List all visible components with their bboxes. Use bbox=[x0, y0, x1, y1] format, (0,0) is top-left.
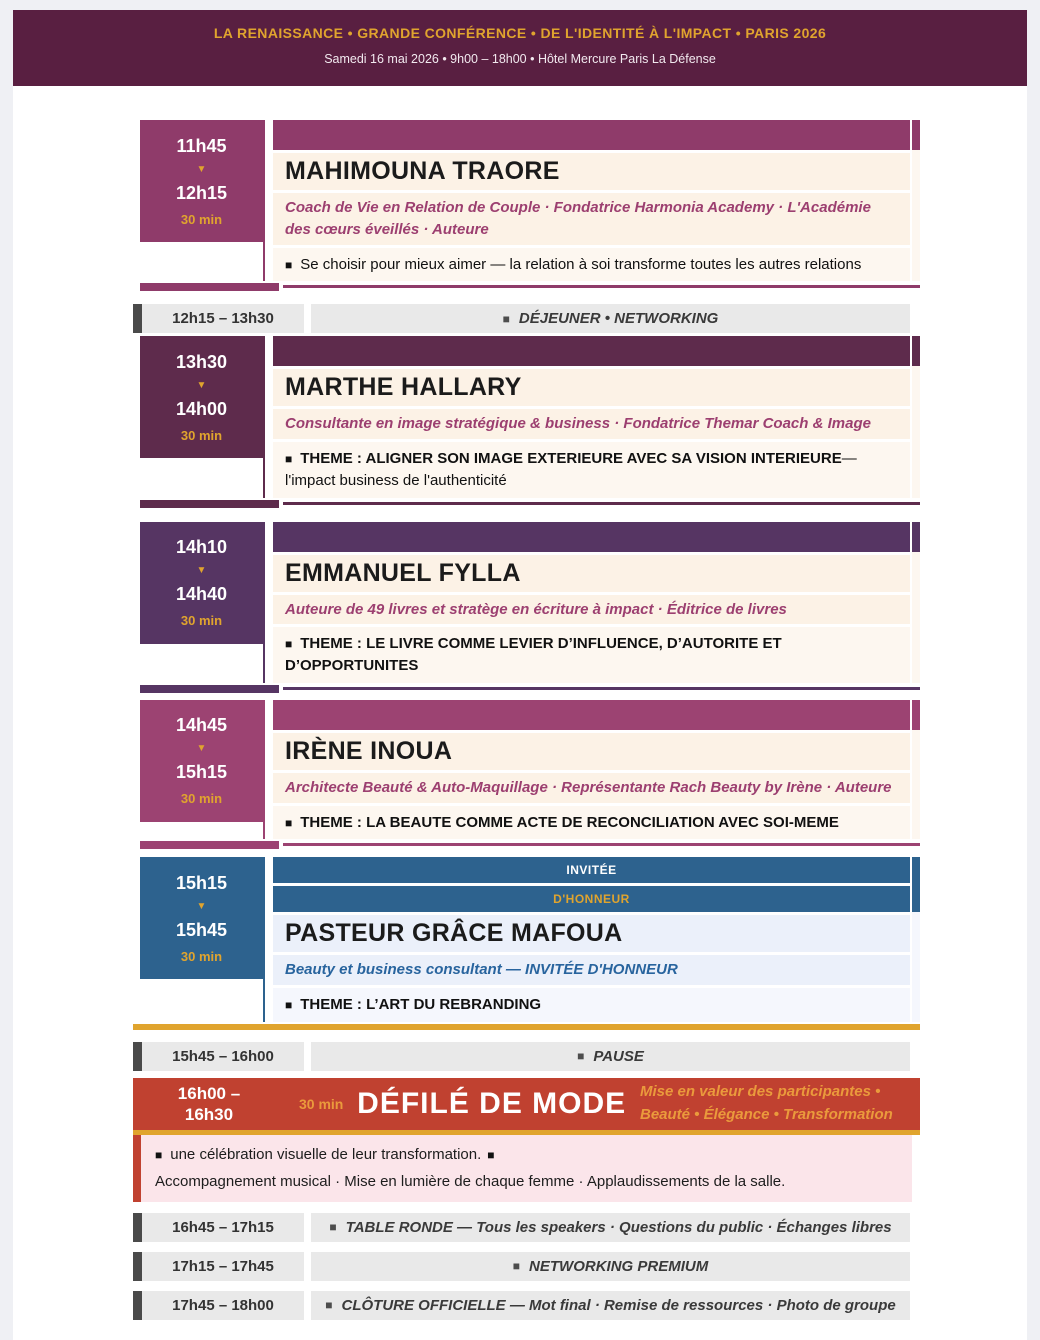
session-theme bbox=[273, 806, 910, 840]
block-bottom-bar bbox=[133, 685, 920, 693]
break-row-dejeuner bbox=[133, 304, 910, 333]
speaker-name: EMMANUEL FYLLA bbox=[285, 558, 521, 587]
feature-duration: 30 min bbox=[299, 1095, 344, 1112]
break-label: DÉJEUNER • NETWORKING bbox=[518, 310, 719, 328]
break-row-cloture bbox=[133, 1291, 910, 1320]
break-label: TABLE RONDE — Tous les speakers · Questions du public · Échanges libres bbox=[345, 1218, 892, 1236]
square-bullet-icon: ■ bbox=[325, 1298, 333, 1313]
arrow-down-icon: ▼ bbox=[196, 379, 207, 391]
feature-title: DÉFILÉ DE MODE bbox=[357, 1086, 627, 1120]
session-theme bbox=[273, 442, 910, 498]
block-bottom-bar bbox=[133, 283, 920, 291]
speaker-role: Auteure de 49 livres et stratège en écriture à impact · Éditrice de livres bbox=[285, 600, 787, 618]
square-bullet-icon: ■ bbox=[577, 1049, 585, 1064]
session-header-bar bbox=[273, 700, 910, 730]
theme-text: Se choisir pour mieux aimer — la relation à soi transforme toutes les autres relations bbox=[300, 255, 862, 273]
invitee-badge-top-label: INVITÉE bbox=[566, 863, 617, 878]
session-end-time: 15h45 bbox=[175, 919, 228, 940]
session-block-hallary bbox=[133, 336, 920, 507]
break-time: 17h45 – 18h00 bbox=[142, 1291, 304, 1320]
header-band bbox=[13, 10, 1027, 86]
speaker-name: MAHIMOUNA TRAORE bbox=[285, 157, 560, 185]
theme-strong-text: THEME : ALIGNER SON IMAGE EXTERIEURE AVEC SA VISION INTERIEURE bbox=[300, 450, 842, 467]
square-bullet-icon: ■ bbox=[285, 815, 293, 830]
invitee-badge-bottom-label: D'HONNEUR bbox=[553, 892, 630, 907]
break-time: 16h45 – 17h15 bbox=[142, 1213, 304, 1242]
feature-tagline-line1: Mise en valeur des participantes • bbox=[640, 1083, 881, 1101]
time-column bbox=[133, 700, 265, 840]
block-bottom-bar bbox=[133, 500, 920, 508]
session-duration: 30 min bbox=[180, 791, 223, 807]
break-label-cell bbox=[311, 304, 910, 333]
theme-text: — l'impact business de l'authenticité bbox=[285, 450, 857, 489]
gold-bottom-bar bbox=[133, 1024, 920, 1030]
session-end-time: 12h15 bbox=[175, 182, 228, 203]
square-bullet-icon: ■ bbox=[285, 452, 293, 466]
session-block-traore bbox=[133, 120, 920, 291]
header-title: LA RENAISSANCE • GRANDE CONFÉRENCE • DE L'IDENTITÉ À L'IMPACT • PARIS 2026 bbox=[213, 25, 827, 41]
break-label: PAUSE bbox=[593, 1047, 644, 1065]
block-bottom-bar bbox=[133, 841, 920, 849]
break-label: CLÔTURE OFFICIELLE — Mot final · Remise de ressources · Photo de groupe bbox=[341, 1296, 896, 1314]
break-time: 17h15 – 17h45 bbox=[142, 1252, 304, 1281]
break-left-bar bbox=[133, 1042, 142, 1071]
square-bullet-icon: ■ bbox=[502, 311, 510, 326]
break-row-table-ronde bbox=[133, 1213, 910, 1242]
square-bullet-icon: ■ bbox=[285, 257, 293, 272]
feature-tagline bbox=[640, 1081, 908, 1126]
break-time: 15h45 – 16h00 bbox=[142, 1042, 304, 1071]
session-start-time: 13h30 bbox=[175, 351, 228, 372]
break-label-cell bbox=[311, 1252, 910, 1281]
feature-details-line1 bbox=[155, 1144, 898, 1165]
time-column bbox=[133, 120, 265, 281]
time-column bbox=[133, 522, 265, 683]
square-bullet-icon: ■ bbox=[155, 1147, 163, 1162]
invitee-badge-bottom bbox=[273, 886, 910, 912]
session-end-time: 14h00 bbox=[175, 398, 228, 419]
session-start-time: 11h45 bbox=[176, 135, 227, 156]
session-end-time: 14h40 bbox=[175, 584, 228, 604]
break-label: NETWORKING PREMIUM bbox=[529, 1257, 709, 1275]
break-left-bar bbox=[133, 304, 142, 333]
session-duration: 30 min bbox=[180, 613, 223, 628]
feature-details bbox=[133, 1135, 912, 1202]
feature-defile bbox=[133, 1078, 920, 1202]
feature-details-line2: Accompagnement musical · Mise en lumière de chaque femme · Applaudissements de la salle. bbox=[155, 1172, 786, 1190]
header-subtitle: Samedi 16 mai 2026 • 9h00 – 18h00 • Hôtel Mercure Paris La Défense bbox=[324, 52, 716, 66]
time-column bbox=[133, 857, 265, 1022]
session-start-time: 15h15 bbox=[175, 872, 228, 893]
arrow-down-icon: ▼ bbox=[196, 900, 207, 912]
speaker-role: Architecte Beauté & Auto-Maquillage · Représentante Rach Beauty by Irène · Auteure bbox=[285, 778, 892, 796]
break-label-cell bbox=[311, 1291, 910, 1320]
feature-banner bbox=[133, 1078, 920, 1130]
arrow-down-icon: ▼ bbox=[196, 565, 207, 576]
right-strip bbox=[912, 336, 920, 497]
session-header-bar bbox=[273, 120, 910, 150]
session-duration: 30 min bbox=[180, 427, 223, 443]
session-header-bar bbox=[273, 522, 910, 552]
session-block-mafoua bbox=[133, 857, 920, 1030]
speaker-role: Coach de Vie en Relation de Couple · Fondatrice Harmonia Academy · L'Académie des cœurs éveillés · Auteure bbox=[285, 199, 871, 238]
square-bullet-icon: ■ bbox=[512, 1259, 521, 1274]
feature-time: 16h00 – 16h30 bbox=[177, 1083, 241, 1124]
session-theme bbox=[273, 627, 910, 683]
theme-strong-text: THEME : LA BEAUTE COMME ACTE DE RECONCILIATION AVEC SOI-MEME bbox=[300, 813, 839, 831]
break-left-bar bbox=[133, 1252, 142, 1281]
theme-strong-text: THEME : LE LIVRE COMME LEVIER D’INFLUENCE, D’AUTORITE ET D’OPPORTUNITES bbox=[285, 635, 782, 674]
feature-details-text1: une célébration visuelle de leur transformation. bbox=[170, 1145, 482, 1163]
session-duration: 30 min bbox=[180, 948, 223, 964]
square-bullet-icon: ■ bbox=[487, 1147, 495, 1162]
session-start-time: 14h10 bbox=[175, 537, 228, 557]
schedule-card bbox=[13, 86, 1027, 1340]
break-left-bar bbox=[133, 1213, 142, 1242]
feature-tagline-line2: Beauté • Élégance • Transformation bbox=[640, 1105, 893, 1123]
session-block-fylla bbox=[133, 522, 920, 693]
right-strip bbox=[912, 857, 920, 1022]
session-start-time: 14h45 bbox=[175, 715, 228, 736]
session-duration: 30 min bbox=[180, 211, 223, 227]
speaker-role: Beauty et business consultant — INVITÉE D'HONNEUR bbox=[285, 961, 678, 979]
session-theme bbox=[273, 988, 910, 1022]
arrow-down-icon: ▼ bbox=[196, 743, 207, 755]
time-column bbox=[133, 336, 265, 497]
session-end-time: 15h15 bbox=[175, 762, 228, 783]
right-strip bbox=[912, 120, 920, 281]
arrow-down-icon: ▼ bbox=[196, 163, 207, 175]
square-bullet-icon: ■ bbox=[285, 637, 293, 652]
speaker-name: IRÈNE INOUA bbox=[285, 736, 453, 765]
break-time: 12h15 – 13h30 bbox=[142, 304, 304, 333]
break-label-cell bbox=[311, 1042, 910, 1071]
session-theme bbox=[273, 248, 910, 282]
break-left-bar bbox=[133, 1291, 142, 1320]
right-strip bbox=[912, 700, 920, 840]
speaker-name: MARTHE HALLARY bbox=[285, 373, 522, 402]
program-page bbox=[13, 10, 1027, 1340]
square-bullet-icon: ■ bbox=[329, 1220, 337, 1235]
square-bullet-icon: ■ bbox=[285, 998, 293, 1012]
break-row-pause bbox=[133, 1042, 910, 1071]
theme-strong-text: THEME : L’ART DU REBRANDING bbox=[300, 996, 542, 1013]
speaker-name: PASTEUR GRÂCE MAFOUA bbox=[285, 919, 623, 948]
right-strip bbox=[912, 522, 920, 683]
session-header-bar bbox=[273, 336, 910, 366]
break-label-cell bbox=[311, 1213, 910, 1242]
invitee-badge-top bbox=[273, 857, 910, 883]
speaker-role: Consultante en image stratégique & business · Fondatrice Themar Coach & Image bbox=[285, 415, 871, 433]
break-row-networking bbox=[133, 1252, 910, 1281]
session-block-inoua bbox=[133, 700, 920, 850]
